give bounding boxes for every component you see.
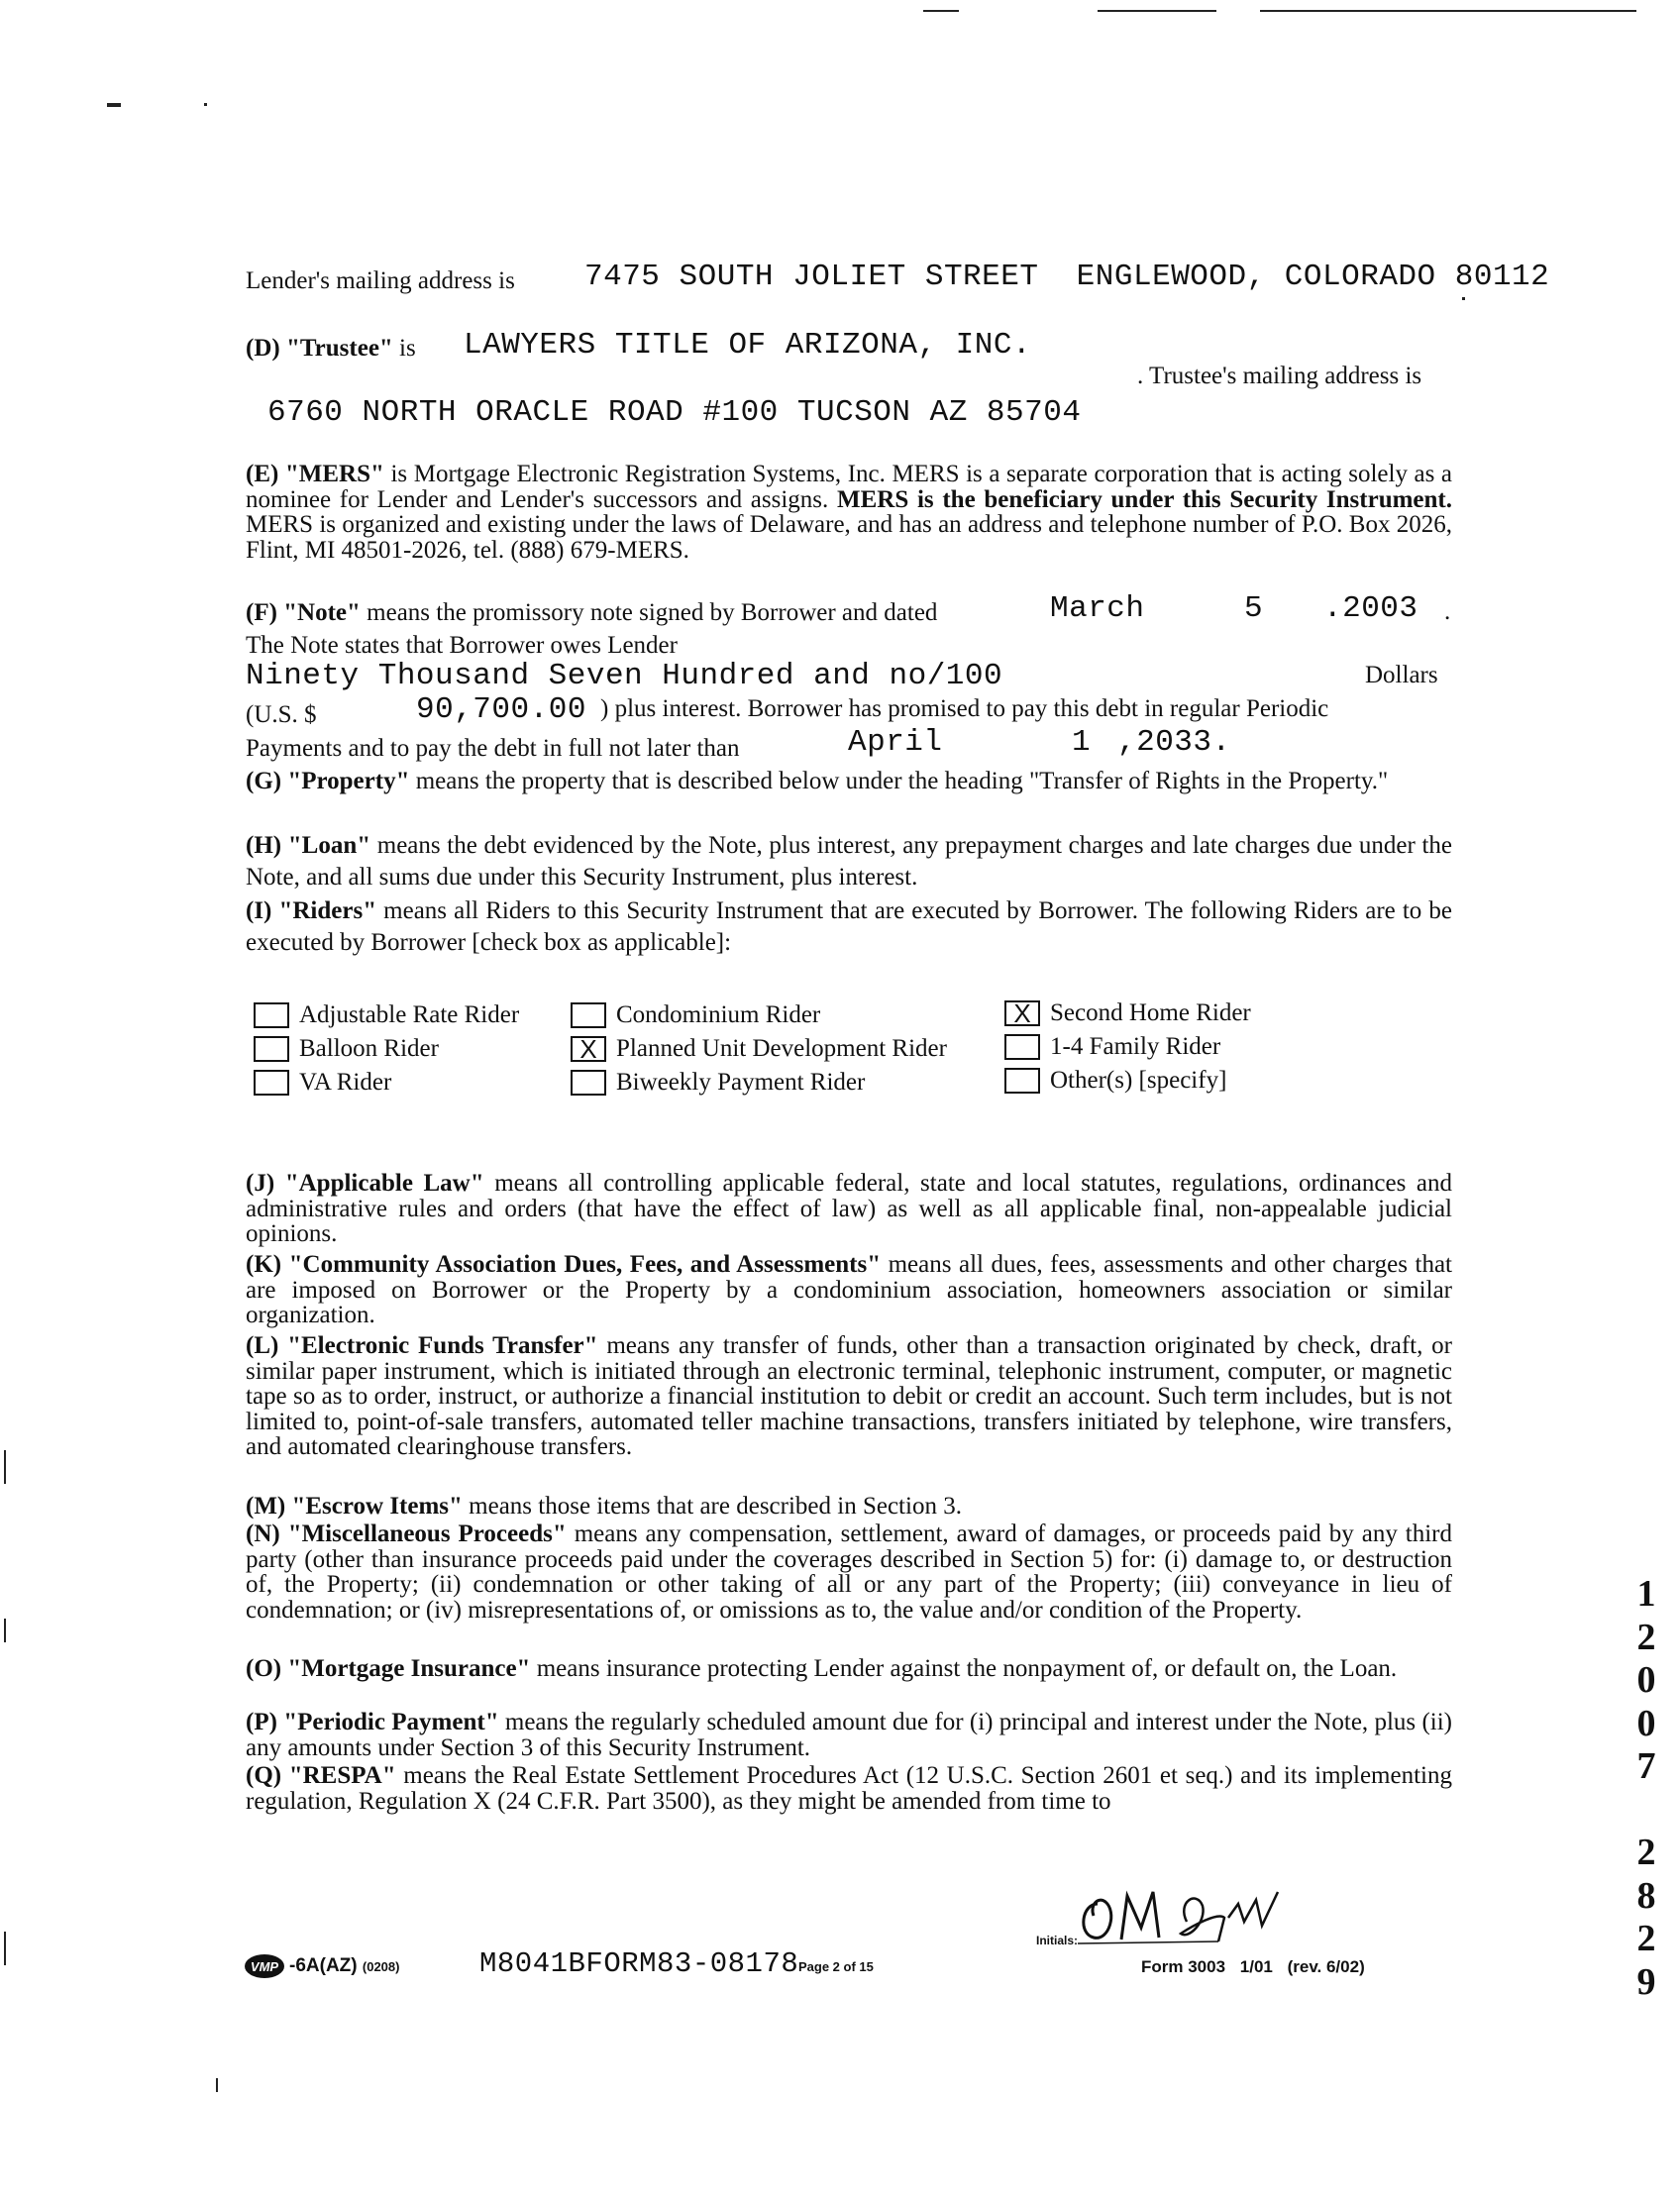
form-revision: (rev. 6/02) [1287,1957,1365,1976]
page-number: Page 2 of 15 [798,1959,874,1974]
definition-respa [246,1763,1452,1814]
form-version: 1/01 [1239,1957,1273,1976]
def-prefix: (J) [246,1170,275,1197]
def-term: "Applicable Law" [284,1170,484,1197]
def-prefix: (F) [246,599,277,626]
def-text: means all dues, fees, assessments and other charges that are imposed on Borrower or the Property by a condominium association, homeowners association or similar organization. [246,1251,1452,1328]
def-term: "Miscellaneous Proceeds" [287,1521,567,1547]
maturity-month: April [848,725,943,760]
definition-electronic-funds-transfer [246,1333,1452,1460]
rider-checkbox[interactable] [1004,1068,1040,1094]
rider-checkbox[interactable] [571,1070,606,1096]
note-date-day: 5 [1244,591,1264,626]
form-footer [1141,1957,1365,1977]
definition-community-association-dues [246,1252,1452,1328]
definition-note-line1 [246,599,937,627]
def-prefix: (P) [246,1709,277,1735]
stamp-digit: 2 [1636,1918,1656,1959]
def-prefix: (L) [246,1332,279,1359]
definition-mers [246,462,1452,563]
note-date-end: . [1444,598,1451,625]
payments-line: Payments and to pay the debt in full not later than [246,735,740,762]
trustee-is: is [399,335,416,362]
def-prefix: (N) [246,1521,280,1547]
def-prefix: (O) [246,1655,282,1682]
rider-checkbox[interactable] [254,1002,289,1028]
initials-signature [1070,1882,1327,1951]
definition-miscellaneous-proceeds [246,1521,1452,1623]
def-text: is Mortgage Electronic Registration Systems, Inc. MERS is a separate corporation that is acting solely as a nominee for Lender and Lender's successors and assigns. [246,461,1453,513]
loan-amount-words: Ninety Thousand Seven Hundred and no/100 [246,659,1003,693]
stamp-digit: 0 [1636,1702,1656,1744]
def-prefix: (I) [246,897,272,924]
scan-mark [4,1932,6,1965]
scan-mark [1462,297,1465,300]
trustee-address-label: . Trustee's mailing address is [1137,363,1422,389]
def-text: means those items that are described in Section 3. [462,1493,962,1520]
rider-adjustable-rate[interactable] [254,998,519,1032]
def-text: means any transfer of funds, other than a transaction originated by check, draft, or similar paper instrument, which is initiated through an electronic terminal, telephonic instrument, computer, or magnetic tape so as to order, instruct, or authorize a financial institution to debit or credit an account. Such term includes, but is not limited to, point-of-sale transfers, automated teller machine transactions, transfers initiated by telephone, wire transfers, and automated clearinghouse transfers. [246,1332,1452,1460]
logo-text: VMP [250,1959,279,1974]
loan-amount: 90,700.00 [416,692,586,727]
def-term: "MERS" [284,461,384,487]
def-bold-text: MERS is the beneficiary under this Security Instrument. [837,485,1453,513]
vmp-logo [244,1952,289,1982]
rider-label: 1-4 Family Rider [1050,1033,1221,1060]
dollars-label: Dollars [1365,662,1438,688]
scan-mark [4,1619,6,1642]
def-text: MERS is organized and existing under the laws of Delaware, and has an address and telephone number of P.O. Box 2026, Flint, MI 48501-2026, tel. (888) 679-MERS. [246,511,1452,564]
def-text: means all controlling applicable federal, state and local statutes, regulations, ordinances and administrative rules and orders (that have the effect of law) as well as all applicable final, non-appealable judicial opinions. [246,1170,1452,1247]
form-name: Form 3003 [1141,1957,1226,1976]
def-term: "Mortgage Insurance" [287,1655,531,1682]
def-text: means any compensation, settlement, award of damages, or proceeds paid by any third party (other than insurance proceeds paid under the coverages described in Section 5) for: (i) damage to, or destruction of, the Property; (ii) condemnation or other taking of all or any part of the Property; (iii) conveyance in lieu of condemnation; or (iv) misrepresentations of, or omissions as to, the value and/or condition of the Property. [246,1521,1453,1624]
scan-mark [1260,10,1636,12]
rider-biweekly-payment[interactable] [571,1066,865,1100]
def-text: means the promissory note signed by Borrower and dated [360,599,938,626]
rider-label: Adjustable Rate Rider [299,1001,520,1028]
rider-others[interactable] [1004,1064,1226,1098]
definition-escrow-items [246,1494,1452,1520]
def-term: "RESPA" [288,1762,396,1789]
rider-label: Second Home Rider [1050,999,1251,1026]
maturity-day: 1 [1072,725,1092,760]
definition-loan [246,830,1452,893]
def-term: "Escrow Items" [291,1493,463,1520]
stamp-digit: 0 [1636,1659,1656,1701]
scan-mark [107,103,121,107]
definition-mortgage-insurance [246,1656,1452,1682]
note-date-month: March [1050,591,1145,626]
form-date: (0208) [362,1959,400,1974]
rider-checkbox[interactable] [254,1036,289,1062]
rider-checkbox[interactable] [571,1002,606,1028]
stamp-digit: 7 [1636,1745,1656,1787]
trustee-term: "Trustee" [285,335,393,362]
def-term: "Community Association Dues, Fees, and Assessments" [288,1251,882,1278]
def-text: means the debt evidenced by the Note, plus interest, any prepayment charges and late charges due under the Note, and all sums due under this Security Instrument, plus interest. [246,832,1453,891]
rider-condominium[interactable] [571,998,820,1032]
stamp-digit: 9 [1636,1960,1656,2003]
stamp-digit: 2 [1636,1832,1656,1873]
recording-number-stamp [1627,1573,1666,2004]
plus-interest-text: ) plus interest. Borrower has promised to pay this debt in regular Periodic [600,695,1329,722]
def-term: "Riders" [278,897,377,924]
lender-address-label: Lender's mailing address is [246,267,515,294]
def-term: "Property" [287,768,410,794]
rider-label: Biweekly Payment Rider [616,1069,866,1096]
def-prefix: (Q) [246,1762,282,1789]
def-text: means all Riders to this Security Instrument that are executed by Borrower. The following Riders are to be executed by Borrower [check box as applicable]: [246,897,1452,956]
form-code-text: -6A(AZ) [289,1955,358,1976]
rider-checkbox[interactable] [1004,1000,1040,1026]
stamp-digit: 8 [1636,1874,1656,1917]
def-text: means the property that is described below under the heading "Transfer of Rights in the Property." [409,768,1389,794]
note-owes-line: The Note states that Borrower owes Lender [246,632,678,659]
def-prefix: (H) [246,832,282,859]
rider-label: Balloon Rider [299,1035,439,1062]
def-term: "Periodic Payment" [283,1709,499,1735]
def-prefix: (G) [246,768,282,794]
rider-label: Planned Unit Development Rider [616,1035,947,1062]
def-term: "Loan" [287,832,371,859]
rider-planned-unit-development[interactable] [571,1032,947,1066]
scan-mark [4,1450,6,1484]
rider-second-home[interactable] [1004,997,1251,1030]
lender-address: 7475 SOUTH JOLIET STREET ENGLEWOOD, COLORADO 80112 [584,260,1550,294]
rider-label: Other(s) [specify] [1050,1067,1227,1094]
maturity-year: ,2033. [1117,725,1231,760]
rider-checkbox[interactable] [254,1070,289,1096]
rider-checkbox[interactable] [1004,1034,1040,1060]
trustee-line [246,335,416,363]
initials-label: Initials: [1036,1934,1079,1947]
def-text: means the regularly scheduled amount due for (i) principal and interest under the Note, plus (ii) any amounts under Section 3 of this Security Instrument. [246,1709,1452,1761]
trustee-address: 6760 NORTH ORACLE ROAD #100 TUCSON AZ 85704 [267,395,1082,430]
def-text: means insurance protecting Lender against the nonpayment of, or default on, the Loan. [530,1655,1398,1682]
def-text: means the Real Estate Settlement Procedures Act (12 U.S.C. Section 2601 et seq.) and its implementing regulation, Regulation X (24 C.F.R. Part 3500), as they might be amended from time to [246,1762,1452,1815]
scan-mark [216,2078,218,2092]
vmp-logo-icon [244,1952,289,1982]
definition-periodic-payment [246,1710,1452,1760]
scan-mark [1098,10,1216,12]
loan-number: M8041BFORM83-08178 [479,1947,799,1980]
stamp-digit: 2 [1636,1616,1656,1658]
def-term: "Note" [283,599,361,626]
note-date-year: .2003 [1323,591,1418,626]
def-term: "Electronic Funds Transfer" [287,1332,598,1359]
handwritten-initials-icon [1070,1882,1327,1951]
us-dollar-label: (U.S. $ [246,701,317,728]
definition-property [246,763,1452,800]
rider-1-4-family[interactable] [1004,1030,1220,1064]
scan-mark [204,103,207,106]
stamp-gap [1627,1789,1666,1833]
trustee-name: LAWYERS TITLE OF ARIZONA, INC. [464,328,1032,363]
stamp-digit: 1 [1636,1573,1656,1615]
form-code [289,1955,399,1977]
rider-va[interactable] [254,1066,391,1100]
rider-checkbox[interactable] [571,1036,606,1062]
trustee-prefix: (D) [246,335,280,362]
definition-riders [246,895,1452,959]
def-prefix: (E) [246,461,279,487]
rider-label: VA Rider [299,1069,392,1096]
def-prefix: (M) [246,1493,286,1520]
rider-balloon[interactable] [254,1032,439,1066]
definition-applicable-law [246,1171,1452,1247]
rider-label: Condominium Rider [616,1001,821,1028]
def-prefix: (K) [246,1251,282,1278]
scan-mark [923,10,959,12]
